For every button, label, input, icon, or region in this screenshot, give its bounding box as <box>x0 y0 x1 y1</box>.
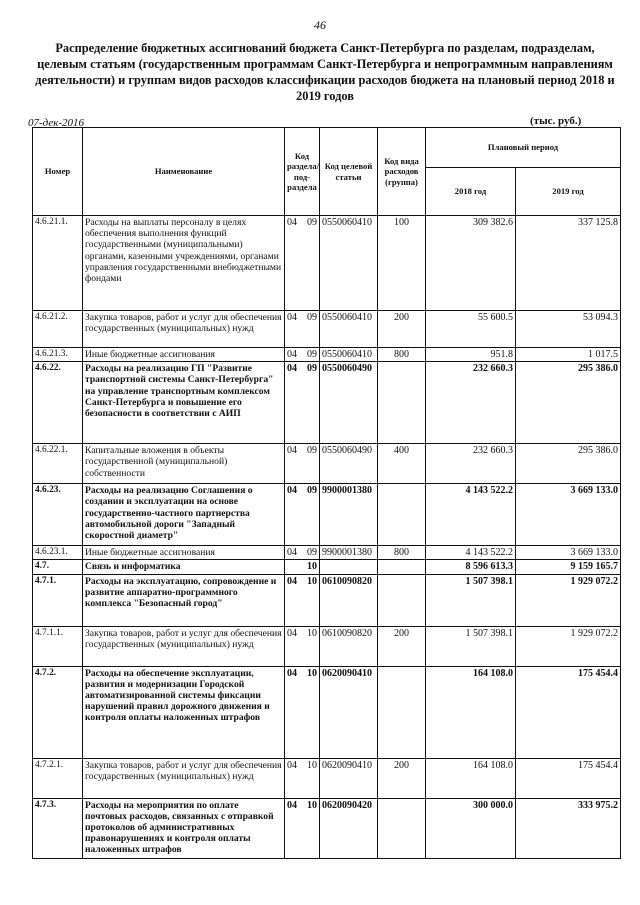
header-name: Наименование <box>83 128 285 216</box>
row-type-code <box>378 362 426 444</box>
row-target-code: 9900001380 <box>320 546 378 560</box>
row-amount-2018: 300 000.0 <box>426 798 516 858</box>
row-amount-2019: 337 125.8 <box>516 216 621 311</box>
row-target-code: 0550060490 <box>320 444 378 484</box>
table-row <box>33 626 621 666</box>
row-amount-2019: 295 386.0 <box>516 444 621 484</box>
row-number: 4.6.22.1. <box>33 444 83 484</box>
row-type-code: 100 <box>378 216 426 311</box>
row-number: 4.7.3. <box>33 798 83 858</box>
row-type-code <box>378 560 426 574</box>
row-number: 4.7.1.1. <box>33 626 83 666</box>
row-name: Иные бюджетные ассигнования <box>83 348 285 362</box>
table-row <box>33 348 621 362</box>
row-number: 4.7. <box>33 560 83 574</box>
row-subsection: 10 <box>302 798 320 858</box>
table-row <box>33 798 621 858</box>
row-section: 04 <box>285 666 302 758</box>
row-section: 04 <box>285 311 302 348</box>
row-name: Расходы на мероприятия по оплате почтовых расходов, связанных с отправкой протоколов об административных правонарушениях и контроля оплаты наложенных штрафов <box>83 798 285 858</box>
row-name: Связь и информатика <box>83 560 285 574</box>
table-row <box>33 574 621 626</box>
table-row <box>33 362 621 444</box>
row-section: 04 <box>285 758 302 798</box>
row-section: 04 <box>285 574 302 626</box>
row-target-code: 0610090820 <box>320 574 378 626</box>
row-name: Расходы на реализацию Соглашения о создании и эксплуатации на основе государственно-частного партнерства автомобильной дороги "Западный скоростной диаметр" <box>83 484 285 546</box>
header-number: Номер <box>33 128 83 216</box>
row-subsection: 10 <box>302 626 320 666</box>
row-name: Капитальные вложения в объекты государственной (муниципальной) собственности <box>83 444 285 484</box>
row-number: 4.6.21.2. <box>33 311 83 348</box>
row-amount-2019: 175 454.4 <box>516 666 621 758</box>
row-name: Иные бюджетные ассигнования <box>83 546 285 560</box>
row-subsection: 10 <box>302 574 320 626</box>
row-target-code: 0610090820 <box>320 626 378 666</box>
row-amount-2019: 9 159 165.7 <box>516 560 621 574</box>
row-amount-2018: 951.8 <box>426 348 516 362</box>
header-target: Код целевой статьи <box>320 128 378 216</box>
row-amount-2018: 309 382.6 <box>426 216 516 311</box>
row-amount-2018: 1 507 398.1 <box>426 574 516 626</box>
row-subsection: 09 <box>302 311 320 348</box>
header-row <box>33 128 621 168</box>
row-type-code <box>378 798 426 858</box>
row-name: Расходы на реализацию ГП "Развитие транспортной системы Санкт-Петербурга" на управление транспортным комплексом Санкт-Петербурга и повышение его безопасности в соответствии с АИП <box>83 362 285 444</box>
table-row <box>33 216 621 311</box>
row-target-code: 0550060410 <box>320 311 378 348</box>
row-number: 4.6.23. <box>33 484 83 546</box>
row-subsection: 10 <box>302 666 320 758</box>
row-amount-2018: 232 660.3 <box>426 444 516 484</box>
row-amount-2018: 1 507 398.1 <box>426 626 516 666</box>
row-amount-2018: 164 108.0 <box>426 666 516 758</box>
row-name: Закупка товаров, работ и услуг для обеспечения государственных (муниципальных) нужд <box>83 626 285 666</box>
row-number: 4.6.21.1. <box>33 216 83 311</box>
row-subsection: 09 <box>302 546 320 560</box>
row-subsection: 09 <box>302 444 320 484</box>
row-type-code: 200 <box>378 311 426 348</box>
table-row <box>33 546 621 560</box>
row-name: Расходы на эксплуатацию, сопровождение и развитие аппаратно-программного комплекса "Безопасный город" <box>83 574 285 626</box>
row-name: Закупка товаров, работ и услуг для обеспечения государственных (муниципальных) нужд <box>83 758 285 798</box>
row-target-code <box>320 560 378 574</box>
header-2018: 2018 год <box>426 168 516 216</box>
row-subsection: 10 <box>302 758 320 798</box>
row-amount-2018: 4 143 522.2 <box>426 484 516 546</box>
row-name: Закупка товаров, работ и услуг для обеспечения государственных (муниципальных) нужд <box>83 311 285 348</box>
row-target-code: 0550060410 <box>320 216 378 311</box>
row-amount-2019: 1 929 072.2 <box>516 626 621 666</box>
row-section: 04 <box>285 798 302 858</box>
table-row <box>33 666 621 758</box>
row-number: 4.6.23.1. <box>33 546 83 560</box>
row-amount-2019: 3 669 133.0 <box>516 484 621 546</box>
row-amount-2018: 4 143 522.2 <box>426 546 516 560</box>
row-amount-2018: 8 596 613.3 <box>426 560 516 574</box>
row-section: 04 <box>285 216 302 311</box>
units-label: (тыс. руб.) <box>530 115 582 127</box>
document-date: 07-дек-2016 <box>28 117 85 129</box>
row-type-code <box>378 666 426 758</box>
row-amount-2018: 232 660.3 <box>426 362 516 444</box>
row-type-code: 800 <box>378 546 426 560</box>
header-type: Код вида расходов (группа) <box>378 128 426 216</box>
table-row <box>33 560 621 574</box>
row-number: 4.7.1. <box>33 574 83 626</box>
row-section <box>285 560 302 574</box>
table-row <box>33 758 621 798</box>
row-subsection: 09 <box>302 216 320 311</box>
row-number: 4.7.2.1. <box>33 758 83 798</box>
row-section: 04 <box>285 362 302 444</box>
row-subsection: 09 <box>302 348 320 362</box>
row-type-code: 200 <box>378 626 426 666</box>
row-amount-2019: 3 669 133.0 <box>516 546 621 560</box>
row-target-code: 9900001380 <box>320 484 378 546</box>
page-number: 46 <box>314 18 326 32</box>
row-name: Расходы на обеспечение эксплуатации, развития и модернизации Городской автоматизированной системы фиксации нарушений правил дорожного движения и контроля оплаты наложенных штрафов <box>83 666 285 758</box>
row-section: 04 <box>285 444 302 484</box>
row-section: 04 <box>285 546 302 560</box>
row-amount-2019: 1 017.5 <box>516 348 621 362</box>
header-planned: Плановый период <box>426 128 621 168</box>
row-number: 4.7.2. <box>33 666 83 758</box>
row-amount-2019: 295 386.0 <box>516 362 621 444</box>
row-number: 4.6.21.3. <box>33 348 83 362</box>
table-row <box>33 484 621 546</box>
row-target-code: 0550060490 <box>320 362 378 444</box>
row-target-code: 0620090420 <box>320 798 378 858</box>
row-amount-2018: 55 600.5 <box>426 311 516 348</box>
row-target-code: 0550060410 <box>320 348 378 362</box>
table-row <box>33 311 621 348</box>
budget-table <box>32 127 621 859</box>
document-title: Распределение бюджетных ассигнований бюджета Санкт-Петербурга по разделам, подразделам, целевым статьям (государственным программам Санкт-Петербурга и непрограммным направлениям деятельности) и группам видов расходов классификации расходов бюджета на плановый период 2018 и 2019 годов <box>35 41 615 103</box>
row-number: 4.6.22. <box>33 362 83 444</box>
header-section: Код раздела/ под- раздела <box>285 128 320 216</box>
row-type-code: 800 <box>378 348 426 362</box>
row-subsection: 09 <box>302 484 320 546</box>
row-name: Расходы на выплаты персоналу в целях обеспечения выполнения функций государственными (муниципальными) органами, казенными учреждениями, органами управления государственными внебюджетными фондами <box>83 216 285 311</box>
row-type-code <box>378 574 426 626</box>
row-target-code: 0620090410 <box>320 666 378 758</box>
row-section: 04 <box>285 626 302 666</box>
header-2019: 2019 год <box>516 168 621 216</box>
row-amount-2019: 53 094.3 <box>516 311 621 348</box>
row-subsection: 09 <box>302 362 320 444</box>
row-amount-2019: 1 929 072.2 <box>516 574 621 626</box>
row-target-code: 0620090410 <box>320 758 378 798</box>
row-section: 04 <box>285 484 302 546</box>
row-type-code: 200 <box>378 758 426 798</box>
row-type-code: 400 <box>378 444 426 484</box>
row-amount-2019: 333 975.2 <box>516 798 621 858</box>
row-type-code <box>378 484 426 546</box>
table-row <box>33 444 621 484</box>
row-amount-2019: 175 454.4 <box>516 758 621 798</box>
row-subsection: 10 <box>302 560 320 574</box>
row-amount-2018: 164 108.0 <box>426 758 516 798</box>
row-section: 04 <box>285 348 302 362</box>
